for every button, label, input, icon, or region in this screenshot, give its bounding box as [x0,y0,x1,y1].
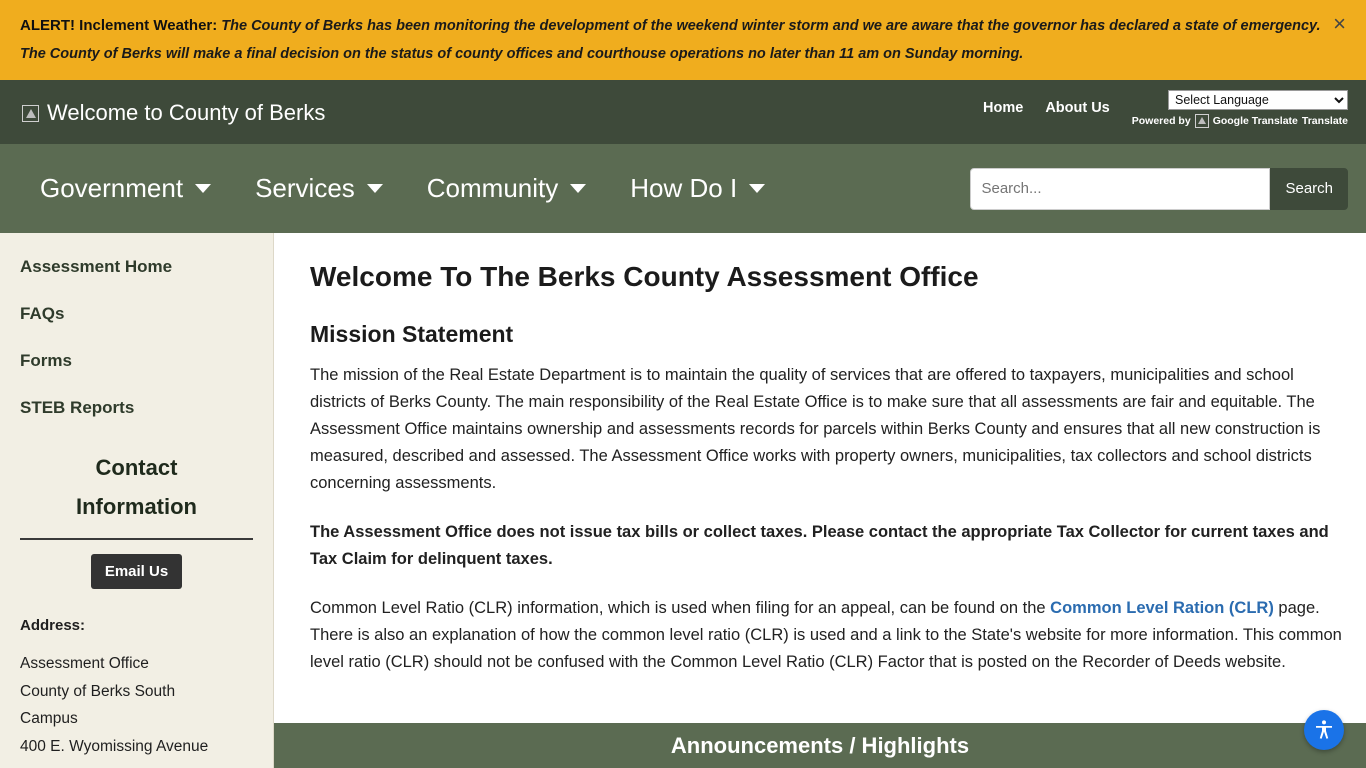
mission-paragraph: The mission of the Real Estate Department is to maintain the quality of services that are offered to taxpayers, municipalities and school districts of Berks County. The main responsibility of the Real Estate Office is to make sure that all assessments are fair and equitable. The Assessment Office maintains ownership and assessments records for parcels within Berks County and ensures that all new construction is measured, described and assessed. The Assessment Office works with property owners, municipalities, tax collectors and school districts concerning assessments. [310,366,1321,492]
clr-paragraph [310,595,1348,676]
site-logo[interactable] [22,100,325,126]
site-logo-alt-text: Welcome to County of Berks [47,100,326,125]
mission-statement-heading: Mission Statement [310,321,514,347]
common-level-ratio-link[interactable]: Common Level Ration (CLR) [1050,599,1274,617]
google-translate-alt-text: Google Translate [1212,115,1298,127]
divider [20,538,253,540]
language-selector-group [1132,90,1348,128]
nav-item-label: Government [40,173,184,203]
tax-notice-paragraph: The Assessment Office does not issue tax bills or collect taxes. Please contact the appropriate Tax Collector for current taxes and Tax Claim for delinquent taxes. [310,523,1329,568]
page-body [0,233,1366,768]
address-line: Campus [20,710,78,727]
address-label: Address: [20,617,86,634]
primary-navigation [0,144,1366,233]
nav-item-community[interactable] [405,173,608,204]
site-search [970,168,1348,210]
clr-text-before: Common Level Ratio (CLR) information, which is used when filing for an appeal, can be found on the [310,599,1051,617]
email-us-button[interactable]: Email Us [91,554,182,589]
alert-lead-label: ALERT! Inclement Weather: [20,17,218,34]
chevron-down-icon [749,184,765,193]
sidebar-item-assessment-home[interactable]: Assessment Home [20,257,173,276]
header-utility-nav [983,90,1348,128]
chevron-down-icon [367,184,383,193]
sidebar-item-steb-reports[interactable]: STEB Reports [20,398,135,417]
translate-label: Translate [1301,115,1348,127]
address-line: 400 E. Wyomissing Avenue [20,737,209,755]
announcements-bar: Announcements / Highlights [274,723,1366,768]
sidebar-item-faqs[interactable]: FAQs [20,304,65,323]
weather-alert-banner [0,0,1366,80]
nav-items [18,173,787,204]
sidebar [0,233,274,768]
address-line: County of Berks South [20,682,176,700]
alert-body-text: The County of Berks has been monitoring the development of the weekend winter storm and we are aware that the governor has declared a state of emergency. The County of Berks will make a final decision on the status of county offices and courthouse operations no later than 11 am on Sunday morning. [20,18,1321,62]
site-header [0,80,1366,144]
chevron-down-icon [195,184,211,193]
broken-image-icon [22,105,39,122]
nav-item-label: Community [426,173,559,203]
close-icon[interactable]: × [1327,12,1352,36]
clr-text-after: page. There is also an explanation of how the common level ratio (CLR) is used and a link to the State's website for more information. This common level ratio (CLR) should not be confused with the Common Level Ratio (CLR) Factor that is posted on the Recorder of Deeds website. [310,599,1342,671]
nav-item-government[interactable] [18,173,233,204]
sidebar-item-forms[interactable]: Forms [20,351,72,370]
accessibility-icon[interactable] [1304,710,1344,750]
address-line: Assessment Office [20,655,149,672]
nav-link-home[interactable]: Home [983,100,1024,116]
contact-heading-line2: Information [76,494,197,519]
powered-by-label: Powered by [1131,115,1191,127]
nav-item-label: How Do I [630,173,738,203]
broken-image-icon [1195,114,1209,128]
nav-item-label: Services [255,173,355,203]
google-translate-attribution [1132,114,1348,128]
contact-heading-line1: Contact [95,455,178,480]
alert-message [20,12,1326,68]
language-select[interactable] [1168,90,1348,110]
search-input[interactable] [970,168,1270,210]
nav-item-how-do-i[interactable] [608,173,787,204]
page-title: Welcome To The Berks County Assessment Office [310,261,979,292]
contact-information-heading [20,448,253,526]
utility-links [983,90,1110,116]
main-content [274,233,1366,768]
chevron-down-icon [570,184,586,193]
nav-item-services[interactable] [233,173,405,204]
nav-link-about-us[interactable]: About Us [1045,100,1110,116]
search-button[interactable]: Search [1270,168,1348,210]
